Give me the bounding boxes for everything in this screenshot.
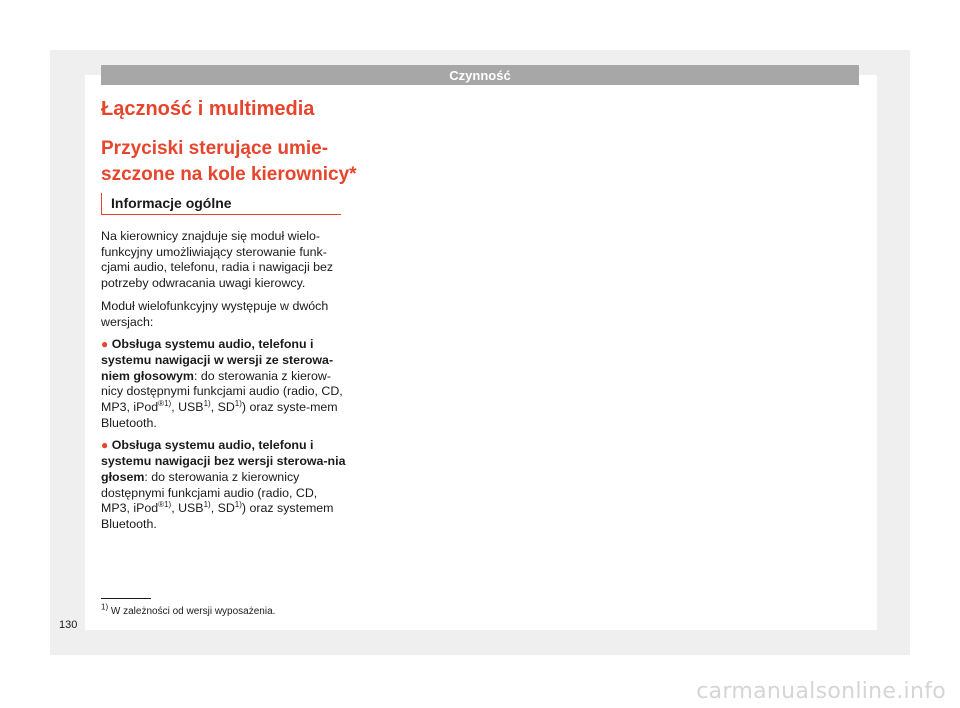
bullet-icon: ● (101, 438, 109, 453)
watermark: carmanualsonline.info (696, 679, 946, 704)
footnote-ref: 1) (234, 398, 242, 408)
bullet-text: : do sterowania z kierownicy dostępnymi funkcjami audio (radio, CD, MP3, iPod (101, 469, 318, 516)
bullet-text: : do sterowania z kierow-nicy dostępnymi funkcjami audio (radio, CD, MP3, iPod (101, 368, 343, 415)
footnote-ref: 1) (203, 398, 211, 408)
subsection-title-line-2: szczone na kole kierownicy* (101, 164, 357, 185)
footnote-text: W zależności od wersji wyposażenia. (108, 606, 276, 617)
bullet-icon: ● (101, 337, 109, 352)
footnote-ref: ®1) (158, 398, 172, 408)
footnote-ref: ®1) (158, 500, 172, 510)
chapter-header-title: Czynność (449, 67, 511, 83)
footnote-marker: 1) (101, 602, 109, 612)
subsection-title (101, 136, 361, 188)
footnote (101, 602, 276, 617)
subheading (101, 193, 341, 215)
page-number: 130 (59, 619, 78, 631)
bullet-text: , USB (171, 400, 204, 415)
footnote-divider (101, 598, 151, 599)
subheading-label: Informacje ogólne (111, 195, 232, 211)
bullet-title: Obsługa systemu audio, telefonu i systemu nawigacji w wersji ze sterowa-niem głosowym (101, 337, 334, 383)
bullet-item (101, 337, 346, 431)
bullet-title: Obsługa systemu audio, telefonu i systemu nawigacji bez wersji sterowa-nia głosem (101, 438, 346, 484)
subsection-title-line-1: Przyciski sterujące umie- (101, 138, 329, 159)
paragraph: Na kierownicy znajduje się moduł wielo-funkcyjny umożliwiający sterowanie funk-cjami audio, telefonu, radia i nawigacji bez potrzeby odwracania uwagi kierowcy. (101, 229, 334, 291)
bullet-text: ) oraz systemem Bluetooth. (101, 501, 334, 531)
bullet-text: , USB (171, 501, 204, 516)
bullet-item (101, 438, 346, 532)
bullet-text: , SD (210, 501, 235, 516)
paragraph: Moduł wielofunkcyjny występuje w dwóch wersjach: (101, 298, 329, 329)
section-title: Łączność i multimedia (101, 98, 315, 120)
chapter-header (101, 65, 859, 85)
bullet-text: ) oraz syste-mem Bluetooth. (101, 400, 338, 430)
bullet-text: , SD (210, 400, 235, 415)
footnote-ref: 1) (203, 500, 211, 510)
footnote-ref: 1) (234, 500, 242, 510)
body-text (101, 229, 346, 540)
